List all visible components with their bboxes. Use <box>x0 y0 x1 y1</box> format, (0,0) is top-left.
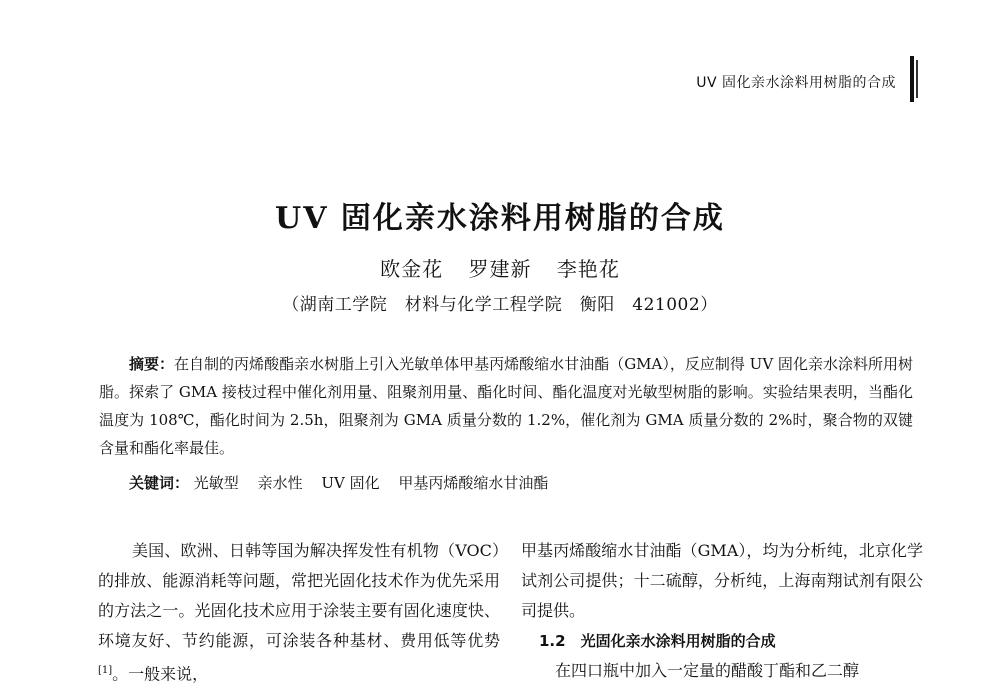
paragraph-text: 美国、欧洲、日韩等国为解决挥发性有机物（VOC）的排放、能源消耗等问题，常把光固化技术作为优先采用的方法之一。光固化技术应用于涂装主要有固化速度快、环境友好、节约能源，可涂装各种基材、费用低等优势 <box>98 541 500 650</box>
citation-marker: [1] <box>98 665 113 676</box>
keywords-label: 关键词： <box>129 474 190 492</box>
abstract-text: 在自制的丙烯酸酯亲水树脂上引入光敏单体甲基丙烯酸缩水甘油酯（GMA），反应制得 UV 固化亲水涂料所用树脂。探索了 GMA 接枝过程中催化剂用量、阻聚剂用量、酯化时间、酯化温度对光敏型树脂的影响。实验结果表明，当酯化温度为 108℃，酯化时间为 2.5h，阻聚剂为 GMA 质量分数的 1.2%，催化剂为 GMA 质量分数的 2%时，聚合物的双键含量和酯化率最佳。 <box>99 355 913 457</box>
body-paragraph: 甲基丙烯酸缩水甘油酯（GMA），均为分析纯，北京化学试剂公司提供；十二硫醇，分析纯，上海南翔试剂有限公司提供。 <box>521 541 923 620</box>
running-header: UV 固化亲水涂料用树脂的合成 <box>696 75 896 91</box>
body-paragraph: 在四口瓶中加入一定量的醋酸丁酯和乙二醇 <box>555 661 860 680</box>
body-column-right <box>521 536 923 686</box>
author-name: 李艳花 <box>556 257 620 281</box>
author-name: 罗建新 <box>468 257 532 281</box>
header-rule <box>910 56 914 102</box>
author-list <box>0 253 1000 282</box>
abstract-label: 摘要： <box>129 355 175 373</box>
keyword: 亲水性 <box>257 474 303 492</box>
keyword: 光敏型 <box>193 474 239 492</box>
keywords <box>129 470 909 496</box>
paper-title: UV 固化亲水涂料用树脂的合成 <box>275 201 725 236</box>
keyword: 甲基丙烯酸缩水甘油酯 <box>398 474 549 492</box>
paragraph-text: 。一般来说， <box>112 664 209 684</box>
body-column-left <box>98 536 500 689</box>
body-paragraph <box>98 536 500 689</box>
author-name: 欧金花 <box>380 257 444 281</box>
author-affiliation: （湖南工学院 材料与化学工程学院 衡阳 421002） <box>282 295 718 315</box>
abstract <box>99 350 913 462</box>
keyword: UV 固化 <box>321 474 380 492</box>
section-heading: 1.2 光固化亲水涂料用树脂的合成 <box>539 632 776 650</box>
